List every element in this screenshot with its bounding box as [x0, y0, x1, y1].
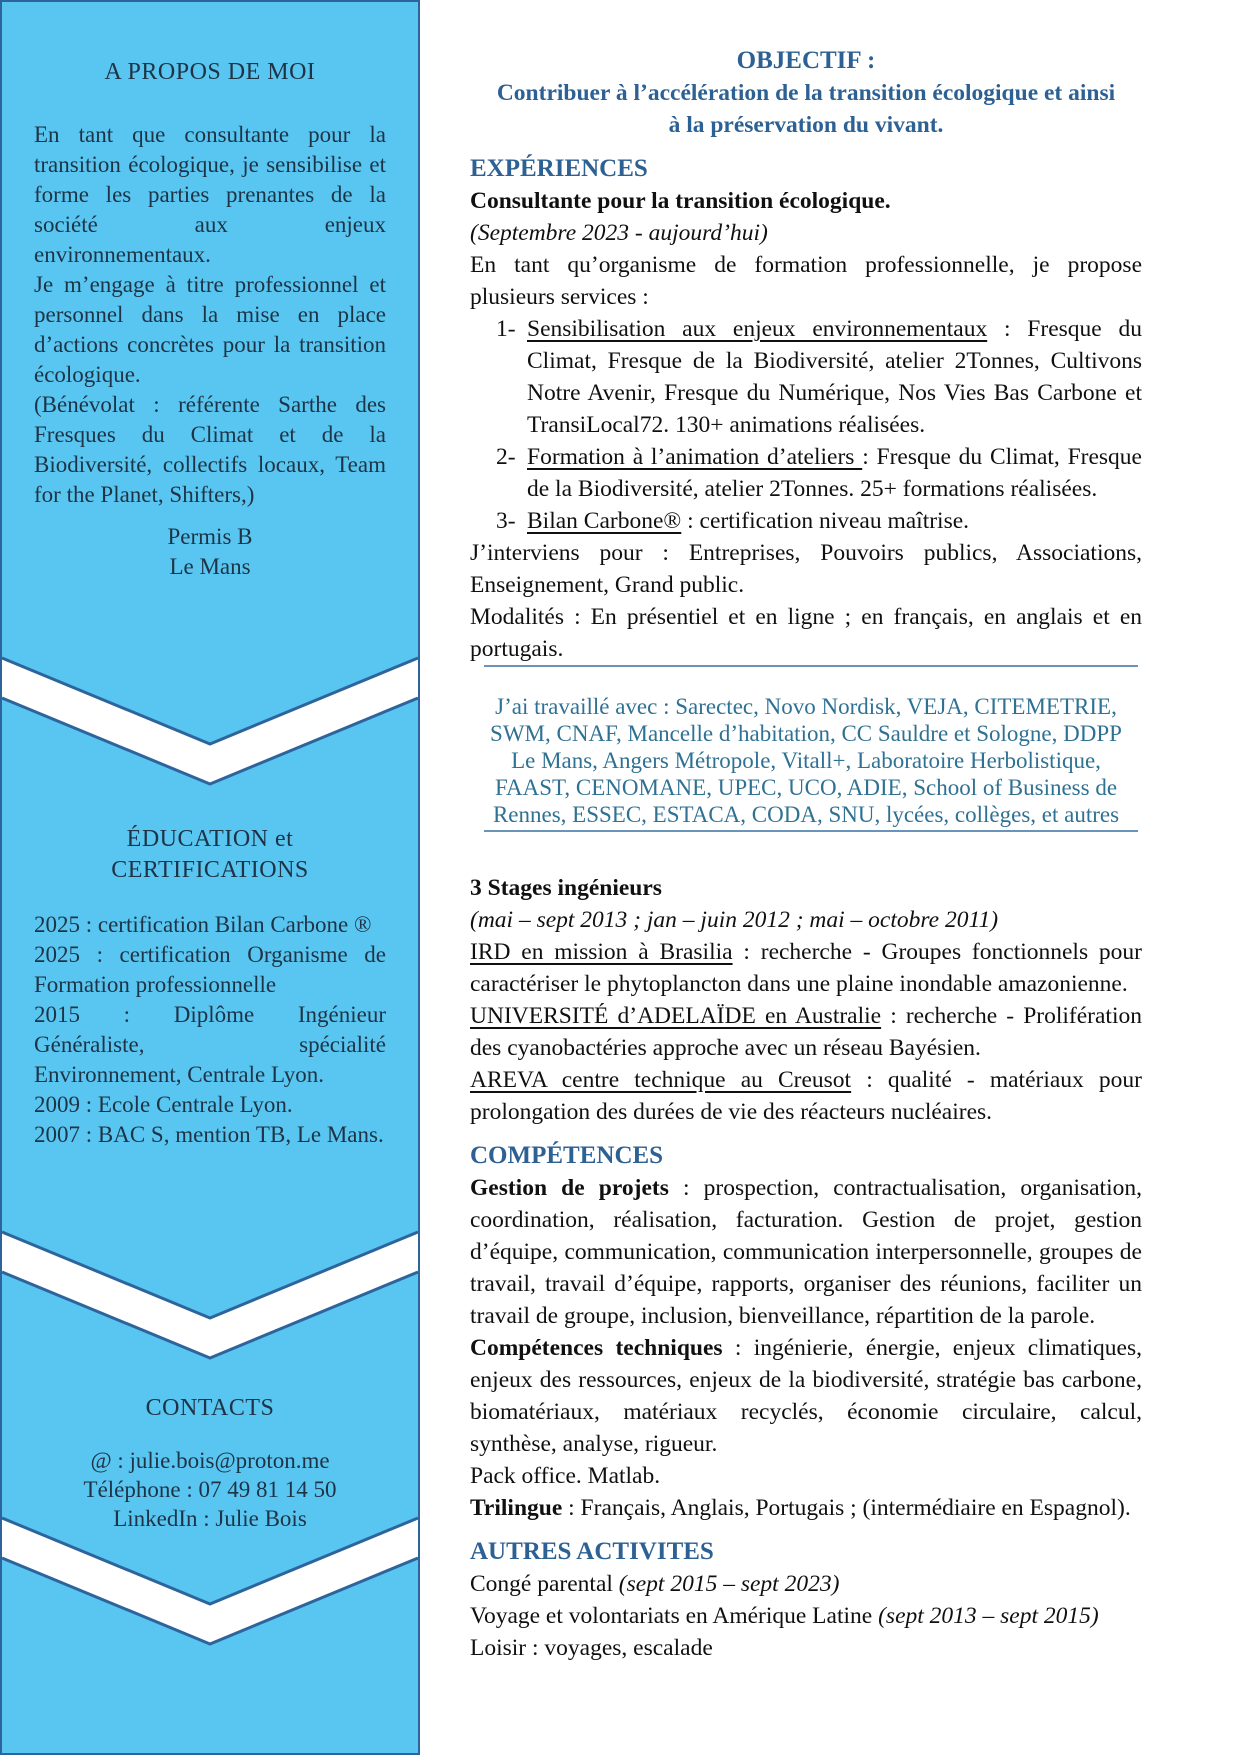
- other-activity-travel: Voyage et volontariats en Amérique Latine (sept 2013 – sept 2015): [470, 1603, 1099, 1629]
- internships-title: 3 Stages ingénieurs: [470, 875, 662, 901]
- internship-item-ird: IRD en mission à Brasilia : recherche - Groupes fonctionnels pour caractériser le phytoplancton dans une plaine inondable amazonienne.: [470, 939, 1142, 997]
- internships-period: (mai – sept 2013 ; jan – juin 2012 ; mai – octobre 2011): [470, 907, 999, 933]
- service-item-text: Sensibilisation aux enjeux environnementaux : Fresque du Climat, Fresque de la Biodiversité, atelier 2Tonnes, Cultivons Notre Avenir, Fresque du Numérique, Nos Vies Bas Carbone et TransiLocal72. 130+ animations réalisées.: [527, 316, 1142, 438]
- objective-line1: Contribuer à l’accélération de la transition écologique et ainsi: [496, 80, 1116, 106]
- other-activity-parental-leave: Congé parental (sept 2015 – sept 2023): [470, 1571, 840, 1597]
- internship-item-adelaide: UNIVERSITÉ d’ADELAÏDE en Australie : recherche - Prolifération des cyanobactéries approche avec un réseau Bayésien.: [470, 1003, 1142, 1061]
- skills-languages: Trilingue : Français, Anglais, Portugais ; (intermédiaire en Espagnol).: [470, 1495, 1131, 1521]
- skills-project-management: Gestion de projets : prospection, contractualisation, organisation, coordination, réalisation, facturation. Gestion de projet, gestion d’équipe, communication, communication interpersonnelle, groupes de travail, travail d’équipe, rapports, organiser des réunions, faciliter un travail de groupe, inclusion, bienveillance, répartition de la parole.: [470, 1175, 1142, 1329]
- city: Le Mans: [169, 554, 251, 579]
- list-number: 1-: [496, 316, 516, 342]
- experience-modalities: Modalités : En présentiel et en ligne ; en français, en anglais et en portugais.: [470, 604, 1142, 662]
- about-section: [34, 58, 386, 510]
- experience-intro: En tant qu’organisme de formation professionnelle, je propose plusieurs services :: [470, 252, 1142, 310]
- education-item: 2015 : Diplôme Ingénieur Généraliste, spécialité Environnement, Centrale Lyon.: [34, 1002, 386, 1087]
- list-number: 3-: [496, 508, 516, 534]
- experience-role: Consultante pour la transition écologique.: [470, 188, 891, 214]
- education-title-line1: ÉDUCATION et: [126, 826, 294, 852]
- contacts-section: [34, 1394, 386, 1533]
- contact-linkedin: LinkedIn : Julie Bois: [113, 1506, 307, 1531]
- education-item: 2009 : Ecole Centrale Lyon.: [34, 1092, 293, 1117]
- service-item-text: Formation à l’animation d’ateliers : Fresque du Climat, Fresque de la Biodiversité, atelier 2Tonnes. 25+ formations réalisées.: [527, 444, 1142, 502]
- list-number: 2-: [496, 444, 516, 470]
- skills-software: Pack office. Matlab.: [470, 1463, 661, 1489]
- objective-section: [470, 45, 1142, 141]
- objective-title: OBJECTIF :: [736, 47, 876, 74]
- skills-technical: Compétences techniques : ingénierie, énergie, enjeux climatiques, enjeux des ressources, enjeux de la biodiversité, stratégie bas carbone, biomatériaux, matériaux recyclés, économie circulaire, calcul, synthèse, analyse, rigueur.: [470, 1335, 1142, 1457]
- experience-service-item-1: [470, 313, 1142, 441]
- education-section: [34, 824, 386, 1150]
- about-title: A PROPOS DE MOI: [104, 59, 316, 85]
- contact-phone: Téléphone : 07 49 81 14 50: [83, 1477, 337, 1502]
- contact-lines: [34, 1446, 386, 1533]
- sidebar: [0, 0, 420, 1755]
- experience-audience: J’interviens pour : Entreprises, Pouvoirs publics, Associations, Enseignement, Grand public.: [470, 540, 1142, 598]
- experiences-title: EXPÉRIENCES: [470, 155, 648, 182]
- driving-permit: Permis B: [167, 524, 253, 549]
- experience-service-item-3: [470, 505, 1142, 537]
- other-activities-title: AUTRES ACTIVITES: [470, 1538, 714, 1565]
- education-title: [34, 824, 386, 886]
- education-item: 2025 : certification Organisme de Formation professionnelle: [34, 942, 386, 997]
- objective-line2: à la préservation du vivant.: [668, 112, 944, 138]
- separator-line-top: [484, 665, 1138, 667]
- about-paragraph-3: (Bénévolat : référente Sarthe des Fresques du Climat et de la Biodiversité, collectifs locaux, Team for the Planet, Shifters,): [34, 392, 386, 507]
- education-items: [34, 910, 386, 1150]
- skills-title: COMPÉTENCES: [470, 1142, 664, 1169]
- worked-with-paragraph: J’ai travaillé avec : Sarectec, Novo Nordisk, VEJA, CITEMETRIE, SWM, CNAF, Mancelle d’habitation, CC Sauldre et Sologne, DDPP Le Mans, Angers Métropole, Vitall+, Laboratoire Herbolistique, FAAST, CENOMANE, UPEC, UCO, ADIE, School of Business de Rennes, ESSEC, ESTACA, CODA, SNU, lycées, collèges, et autres: [490, 694, 1122, 827]
- about-paragraph-2: Je m’engage à titre professionnel et personnel dans la mise en place d’actions concrètes pour la transition écologique.: [34, 272, 386, 387]
- contact-email: @ : julie.bois@proton.me: [90, 1448, 330, 1473]
- experience-service-item-2: [470, 441, 1142, 505]
- separator-line-bottom: [484, 830, 1138, 832]
- education-item: 2007 : BAC S, mention TB, Le Mans.: [34, 1122, 384, 1147]
- about-paragraph-1: En tant que consultante pour la transition écologique, je sensibilise et forme les parties prenantes de la société aux enjeux environnementaux.: [34, 122, 386, 267]
- contacts-title: CONTACTS: [145, 1395, 275, 1421]
- education-title-line2: CERTIFICATIONS: [111, 857, 309, 883]
- education-item: 2025 : certification Bilan Carbone ®: [34, 912, 372, 937]
- experience-period: (Septembre 2023 - aujourd’hui): [470, 220, 768, 246]
- main-content: [470, 45, 1142, 1664]
- internship-item-areva: AREVA centre technique au Creusot : qualité - matériaux pour prolongation des durées de vie des réacteurs nucléaires.: [470, 1067, 1142, 1125]
- other-activity-hobbies: Loisir : voyages, escalade: [470, 1635, 713, 1661]
- permit-location-block: [34, 522, 386, 582]
- service-item-text: Bilan Carbone® : certification niveau maîtrise.: [527, 508, 970, 534]
